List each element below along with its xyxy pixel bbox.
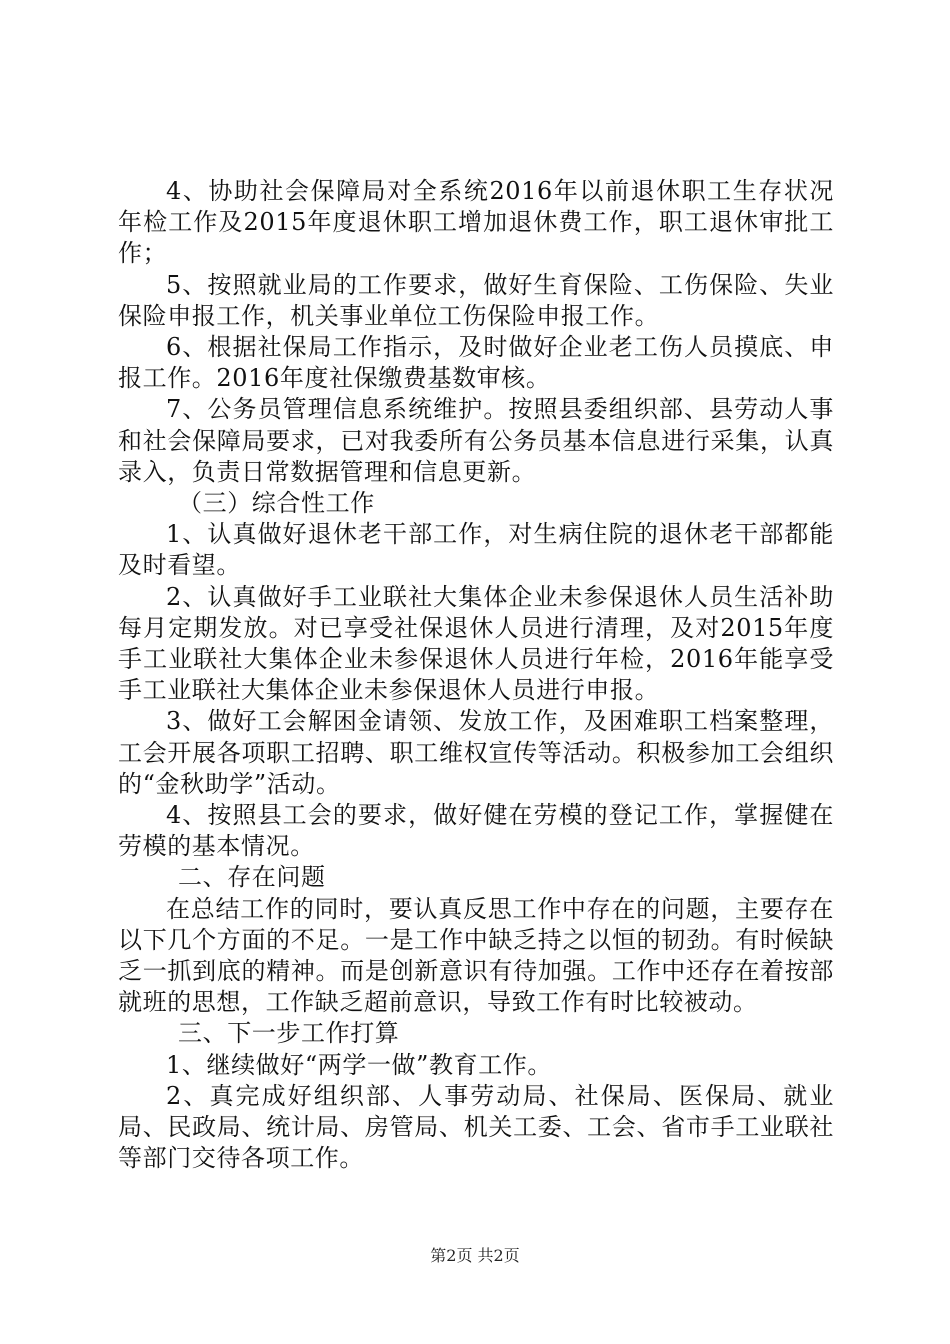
section-heading-next-steps: 三、下一步工作打算 [178, 1019, 400, 1048]
paragraph-next-step-1: 1、继续做好“两学一做”教育工作。 [166, 1050, 553, 1079]
paragraph-retired-cadres: 1、认真做好退休老干部工作，对生病住院的退休老干部都能及时看望。 [118, 520, 834, 580]
paragraph-next-step-2: 2、真完成好组织部、人事劳动局、社保局、医保局、就业局、民政局、统计局、房管局、机关工委、工会、省市手工业联社等部门交待各项工作。 [118, 1081, 834, 1173]
paragraph-collective-enterprise: 2、认真做好手工业联社大集体企业未参保退休人员生活补助每月定期发放。对已享受社保退休人员进行清理，及对2015年度手工业联社大集体企业未参保退休人员进行年检，2016年能享受手工业联社大集体企业未参保退休人员进行申报。 [118, 582, 834, 705]
paragraph-item-5-employment: 5、按照就业局的工作要求，做好生育保险、工伤保险、失业保险申报工作，机关事业单位工伤保险申报工作。 [118, 270, 834, 330]
paragraph-item-7-civil-servant: 7、公务员管理信息系统维护。按照县委组织部、县劳动人事和社会保障局要求，已对我委所有公务员基本信息进行采集，认真录入，负责日常数据管理和信息更新。 [118, 395, 834, 486]
paragraph-model-workers: 4、按照县工会的要求，做好健在劳模的登记工作，掌握健在劳模的基本情况。 [118, 801, 834, 861]
section-heading-problems: 二、存在问题 [178, 863, 326, 892]
paragraph-trade-union: 3、做好工会解困金请领、发放工作，及困难职工档案整理，工会开展各项职工招聘、职工维权宣传等活动。积极参加工会组织的“金秋助学”活动。 [118, 707, 834, 798]
paragraph-problems: 在总结工作的同时，要认真反思工作中存在的问题，主要存在以下几个方面的不足。一是工作中缺乏持之以恒的韧劲。有时候缺乏一抓到底的精神。而是创新意识有待加强。工作中还存在着按部就班的思想，工作缺乏超前意识，导致工作有时比较被动。 [118, 894, 834, 1017]
section-heading-comprehensive: （三）综合性工作 [178, 489, 375, 518]
page-number-footer: 第2页 共2页 [430, 1246, 520, 1265]
document-body [118, 176, 834, 1175]
paragraph-item-4-social-security: 4、协助社会保障局对全系统2016年以前退休职工生存状况年检工作及2015年度退休职工增加退休费工作，职工退休审批工作； [118, 177, 834, 268]
paragraph-item-6-injury: 6、根据社保局工作指示，及时做好企业老工伤人员摸底、申报工作。2016年度社保缴费基数审核。 [118, 333, 834, 393]
